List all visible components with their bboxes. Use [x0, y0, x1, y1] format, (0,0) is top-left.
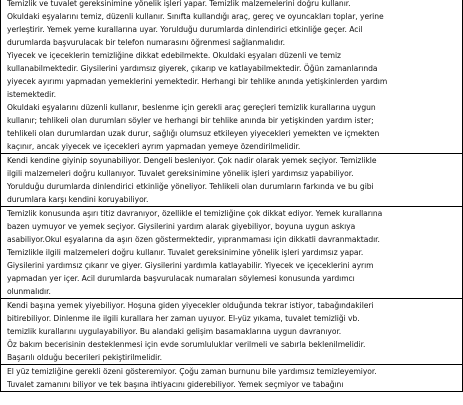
text-line: durumlarda başvurulacak bir telefon numarasını öğrenmesi sağlanmalıdır. [7, 38, 285, 47]
text-line: Tuvalet zamanını biliyor ve tek başına ihtiyacını giderebiliyor. Yemek seçmiyor ve tabağını [7, 380, 344, 389]
text-line: istemektedir. [7, 90, 56, 99]
text-line: kullanır; tehlikeli olan durumları söyler ve herhangi bir tehlike anında bir yetişkinden yardım ister; [7, 116, 374, 125]
text-line: bazen uymuyor ve yemek seçiyor. Giysilerini yardım alarak giyebiliyor, boyuna uygun askıya [7, 222, 356, 231]
text-line: ilgili malzemeleri doğru kullanıyor. Tuvalet gereksinimine yönelik işleri yardımsız yapabiliyor. [7, 169, 354, 178]
text-line: Temizlik ve tuvalet gereksinimine yönelik işleri yapar. Temizlik malzemelerini doğru kullanır. [7, 0, 351, 8]
text-line: El yüz temizliğine gerekli özeni gösteremiyor. Çoğu zaman burnunu bile yardımsız temizleyemiyor. [7, 367, 377, 376]
text-line: Okuldaki eşyalarını düzenli kullanır, beslenme için gerekli araç gereçleri temizlik kurallarına uygun [7, 103, 376, 112]
text-line: Başarılı olduğu becerileri pekiştirilmelidir. [7, 353, 162, 362]
table-row [0, 206, 463, 298]
text-line: yerleştirir. Yemek yeme kurallarına uyar. Yorulduğu durumlarda dinlendirici etkinliğe geçer. Acil [7, 25, 363, 34]
table-row [0, 0, 463, 153]
text-line: yapmadan yer içer. Acil durumlarda başvurulacak numaraları söylemesi konusunda yardımcı [7, 274, 355, 283]
text-line: Kendi başına yemek yiyebiliyor. Hoşuna giden yiyecekler olduğunda tekrar istiyor, tabağındakileri [7, 301, 374, 310]
text-line: bitirebiliyor. Dinlenme ile ilgili kurallara her zaman uyuyor. El-yüz yıkama, tuvalet temizliği vb. [7, 314, 360, 323]
text-line: tehlikeli olan durumlardan uzak durur, sağlığı olumsuz etkileyen yiyecekleri yemekten ve içmekten [7, 129, 380, 138]
text-line: Temizlik konusunda aşırı titiz davranıyor, özellikle el temizliğine çok dikkat ediyor. Yemek kurallarına [7, 209, 383, 218]
table-row [0, 298, 463, 364]
text-line: Kendi kendine giyinip soyunabiliyor. Dengeli besleniyor. Çok nadir olarak yemek seçiyor. Temizlikle [7, 156, 377, 165]
text-line: olunmalıdır. [7, 287, 51, 296]
text-line: kullanabilmektedir. Giysilerini yardımsız giyerek, çıkarıp ve katlayabilmektedir. Öğün zamanlarında [7, 64, 378, 73]
text-line: temizlik kurallarını uygulayabiliyor. Bu alandaki gelişim basamaklarına uygun davranıyor. [7, 327, 342, 336]
text-line: kaçınır, ancak yiyecek ve içecekleri ayrım yapmadan yemeye özendirilmelidir. [7, 142, 301, 151]
text-line: yiyecek ayırımı yapmadan yemeklerini yemektedir. Herhangi bir tehlike anında yetişkinlerden yardım [7, 77, 388, 86]
text-line: Öz bakım becerisinin desteklenmesi için evde sorumluluklar verilmeli ve sabırla beklenilmelidir. [7, 340, 366, 349]
text-line: Okuldaki eşyalarını temiz, düzenli kullanır. Sınıfta kullandığı araç, gereç ve oyuncakları toplar, yerine [7, 12, 384, 21]
table-row [0, 364, 463, 392]
text-line: Giysilerini yardımsız çıkarır ve giyer. Giysilerini yardımla katlayabilir. Yiyecek ve içeceklerini ayrım [7, 261, 374, 270]
text-line: Temizlikle ilgili malzemeleri doğru kullanır. Tuvalet gereksinimine yönelik işleri yardımsız yapar. [7, 248, 364, 257]
text-line: Yiyecek ve içeceklerin temizliğine dikkat edebilmekte. Okuldaki eşyaları düzenli ve temiz [7, 51, 341, 60]
text-line: asabiliyor.Okul eşyalarına da aşırı özen göstermektedir, yıpranmaması için dikkatli davranmaktadır. [7, 235, 380, 244]
text-line: Yorulduğu durumlarda dinlendirici etkinliğe yöneliyor. Tehlikeli olan durumların farkında ve bu gibi [7, 182, 374, 191]
text-line: durumlara karşı kendini koruyabiliyor. [7, 195, 149, 204]
table-row [0, 153, 463, 206]
